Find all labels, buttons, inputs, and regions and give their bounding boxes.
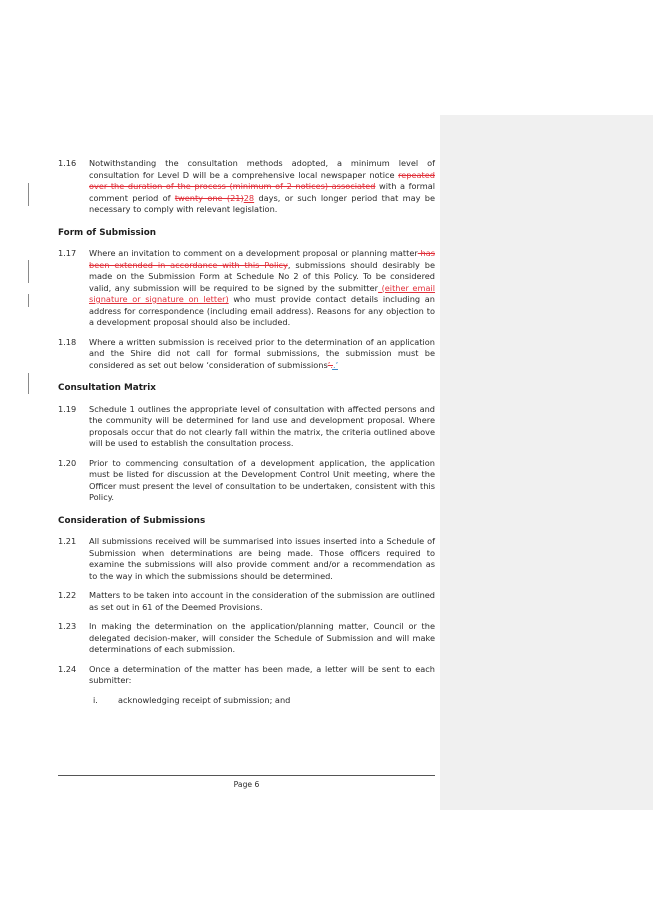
paragraph-number: 1.19 — [58, 403, 77, 414]
paragraph-text: Schedule 1 outlines the appropriate level of consultation with affected persons and the community will be determined for land use and development proposal. Where proposals occur that do not clearly fall within the matrix, the criteria outlined above will be used to establish the consultation process. — [89, 403, 435, 448]
paragraph-text: days, or such longer period that may be necessary to comply with relevant legislation. — [89, 192, 436, 214]
paragraph-1-21 — [58, 536, 435, 582]
tracked-deletion[interactable]: has been extended in accordance with this Policy — [89, 248, 435, 270]
paragraph-text: All submissions received will be summarised into issues inserted into a Schedule of Submission when determinations are being made. Those officers required to examine the submissions will also provide comment and/or a recommendation as to the way in which the submissions should be determined. — [89, 536, 435, 581]
paragraph-number: 1.22 — [58, 590, 77, 600]
comment-pane — [440, 115, 653, 810]
paragraph-text: with a formal comment period of — [89, 181, 436, 203]
paragraph-1-20 — [58, 458, 435, 504]
paragraph-text: Matters to be taken into account in the consideration of the submission are outlined as set out in 61 of the Deemed Provisions. — [89, 590, 435, 612]
paragraph-number: 1.20 — [58, 457, 77, 468]
tracked-deletion[interactable]: twenty one (21) — [174, 192, 244, 203]
change-bar — [28, 294, 29, 307]
paragraph-text: Where a written submission is received prior to the determination of an application and the Shire did not call for formal submissions, the submission must be considered as set out below ‘consideration of submissions — [89, 336, 435, 370]
tracked-deletion[interactable]: ’. — [327, 359, 333, 370]
document-page-body — [58, 158, 435, 706]
tracked-insertion[interactable]: (either email signature or signature on letter) — [89, 282, 436, 304]
change-bar — [28, 373, 29, 394]
paragraph-1-19 — [58, 404, 435, 450]
change-bar — [28, 260, 29, 283]
page-number-footer: Page 6 — [233, 780, 260, 789]
footer-divider — [58, 775, 435, 776]
paragraph-text: Where an invitation to comment on a development proposal or planning matter — [89, 248, 418, 258]
paragraph-1-23 — [58, 621, 435, 656]
paragraph-text: , submissions should desirably be made on the Submission Form at Schedule No 2 of this Policy. To be considered valid, any submission will be required to be signed by the submitter — [89, 259, 436, 293]
paragraph-1-17 — [58, 248, 435, 329]
list-item-text: acknowledging receipt of submission; and — [118, 694, 291, 705]
list-item — [58, 695, 435, 707]
paragraph-number: 1.23 — [58, 621, 77, 631]
section-heading-consultation-matrix: Consultation Matrix — [58, 383, 156, 393]
paragraph-1-22 — [58, 590, 435, 613]
tracked-insertion[interactable]: 28 — [243, 192, 255, 203]
paragraph-number: 1.21 — [58, 536, 77, 546]
paragraph-text: Notwithstanding the consultation methods adopted, a minimum level of consultation for Level D will be a comprehensive local newspaper notice — [89, 158, 435, 180]
paragraph-text: Once a determination of the matter has been made, a letter will be sent to each submitter: — [89, 663, 435, 685]
paragraph-text: In making the determination on the application/planning matter, Council or the delegated decision-maker, will consider the Schedule of Submission and will make determinations of each submission. — [89, 621, 435, 654]
paragraph-text: Prior to commencing consultation of a development application, the application must be listed for discussion at the Development Control Unit meeting, where the Officer must present the level of consultation to be undertaken, consistent with this Policy. — [89, 457, 435, 502]
paragraph-number: 1.17 — [58, 248, 77, 258]
change-bar — [28, 183, 29, 206]
list-item-marker: i. — [93, 694, 98, 705]
paragraph-1-24 — [58, 664, 435, 687]
paragraph-1-18 — [58, 337, 435, 372]
paragraph-text: who must provide contact details including an address for correspondence (including email address). Reasons for any objection to a development proposal should also be included. — [89, 294, 435, 327]
tracked-deletion[interactable]: repeated over the duration of the process (minimum of 2 notices) associated — [89, 169, 435, 191]
tracked-insertion[interactable]: .’ — [332, 359, 339, 370]
paragraph-1-16 — [58, 158, 435, 216]
paragraph-number: 1.24 — [58, 663, 77, 674]
section-heading-form-of-submission: Form of Submission — [58, 227, 157, 238]
paragraph-number: 1.16 — [58, 158, 77, 168]
section-heading-consideration-of-submissions: Consideration of Submissions — [58, 515, 206, 526]
paragraph-number: 1.18 — [58, 336, 77, 347]
